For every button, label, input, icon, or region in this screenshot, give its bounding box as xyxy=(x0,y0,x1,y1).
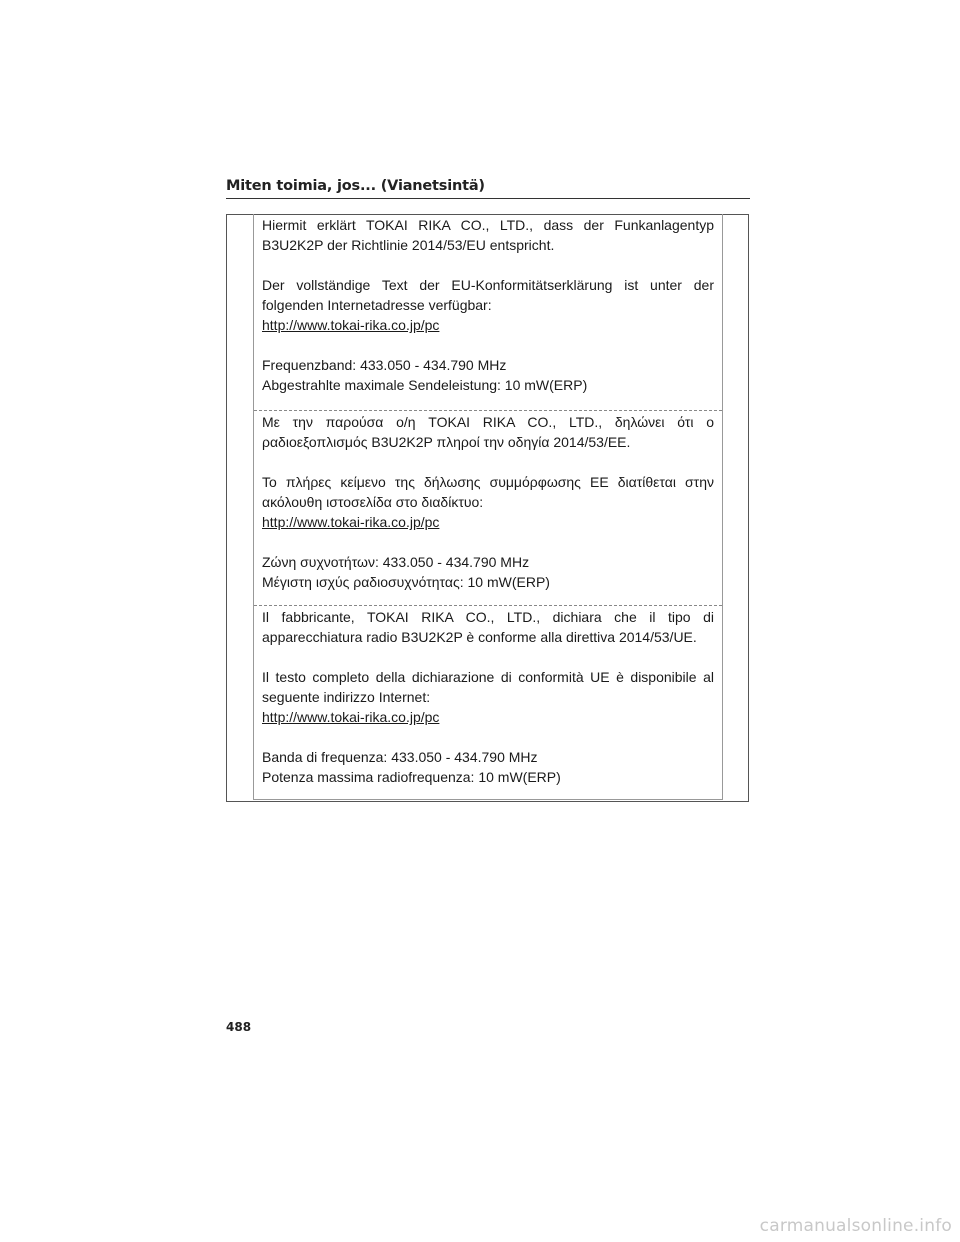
site-watermark: carmanualsonline.info xyxy=(759,1216,952,1236)
header-divider xyxy=(226,198,750,199)
declaration-statement: Il fabbricante, TOKAI RIKA CO., LTD., dichiara che il tipo di apparecchiatura radio B3U2K2P è conforme alla direttiva 2014/53/UE. xyxy=(262,609,714,645)
declaration-availability: Il testo completo della dichiarazione di conformità UE è disponibile al seguente indirizzo Internet: xyxy=(262,669,714,705)
declaration-section-greek xyxy=(254,410,722,605)
max-power: Abgestrahlte maximale Sendeleistung: 10 mW(ERP) xyxy=(262,377,588,393)
frequency-band: Banda di frequenza: 433.050 - 434.790 MHz xyxy=(262,749,538,765)
declaration-section-italian xyxy=(254,605,722,800)
declaration-availability: Το πλήρες κείμενο της δήλωσης συμμόρφωσης ΕΕ διατίθεται στην ακόλουθη ιστοσελίδα στο διαδίκτυο: xyxy=(262,474,714,510)
declaration-box xyxy=(253,214,723,800)
max-power: Potenza massima radiofrequenza: 10 mW(ERP) xyxy=(262,769,561,785)
declaration-link[interactable]: http://www.tokai-rika.co.jp/pc xyxy=(262,317,440,333)
max-power: Μέγιστη ισχύς ραδιοσυχνότητας: 10 mW(ERP) xyxy=(262,574,550,590)
declaration-section-german xyxy=(254,214,722,410)
page-number: 488 xyxy=(226,1020,252,1034)
declaration-statement: Hiermit erklärt TOKAI RIKA CO., LTD., dass der Funkanlagentyp B3U2K2P der Richtlinie 2014/53/EU entspricht. xyxy=(262,217,714,253)
page-header-title: Miten toimia, jos... (Vianetsintä) xyxy=(226,178,485,194)
frequency-band: Ζώνη συχνοτήτων: 433.050 - 434.790 MHz xyxy=(262,554,530,570)
declaration-link[interactable]: http://www.tokai-rika.co.jp/pc xyxy=(262,709,440,725)
declaration-statement: Με την παρούσα ο/η TOKAI RIKA CO., LTD., δηλώνει ότι ο ραδιοεξοπλισμός B3U2K2P πληροί την οδηγία 2014/53/ΕΕ. xyxy=(262,414,714,450)
declaration-availability: Der vollständige Text der EU-Konformitätserklärung ist unter der folgenden Internetadresse verfügbar: xyxy=(262,277,714,313)
declaration-link[interactable]: http://www.tokai-rika.co.jp/pc xyxy=(262,514,440,530)
frequency-band: Frequenzband: 433.050 - 434.790 MHz xyxy=(262,357,507,373)
